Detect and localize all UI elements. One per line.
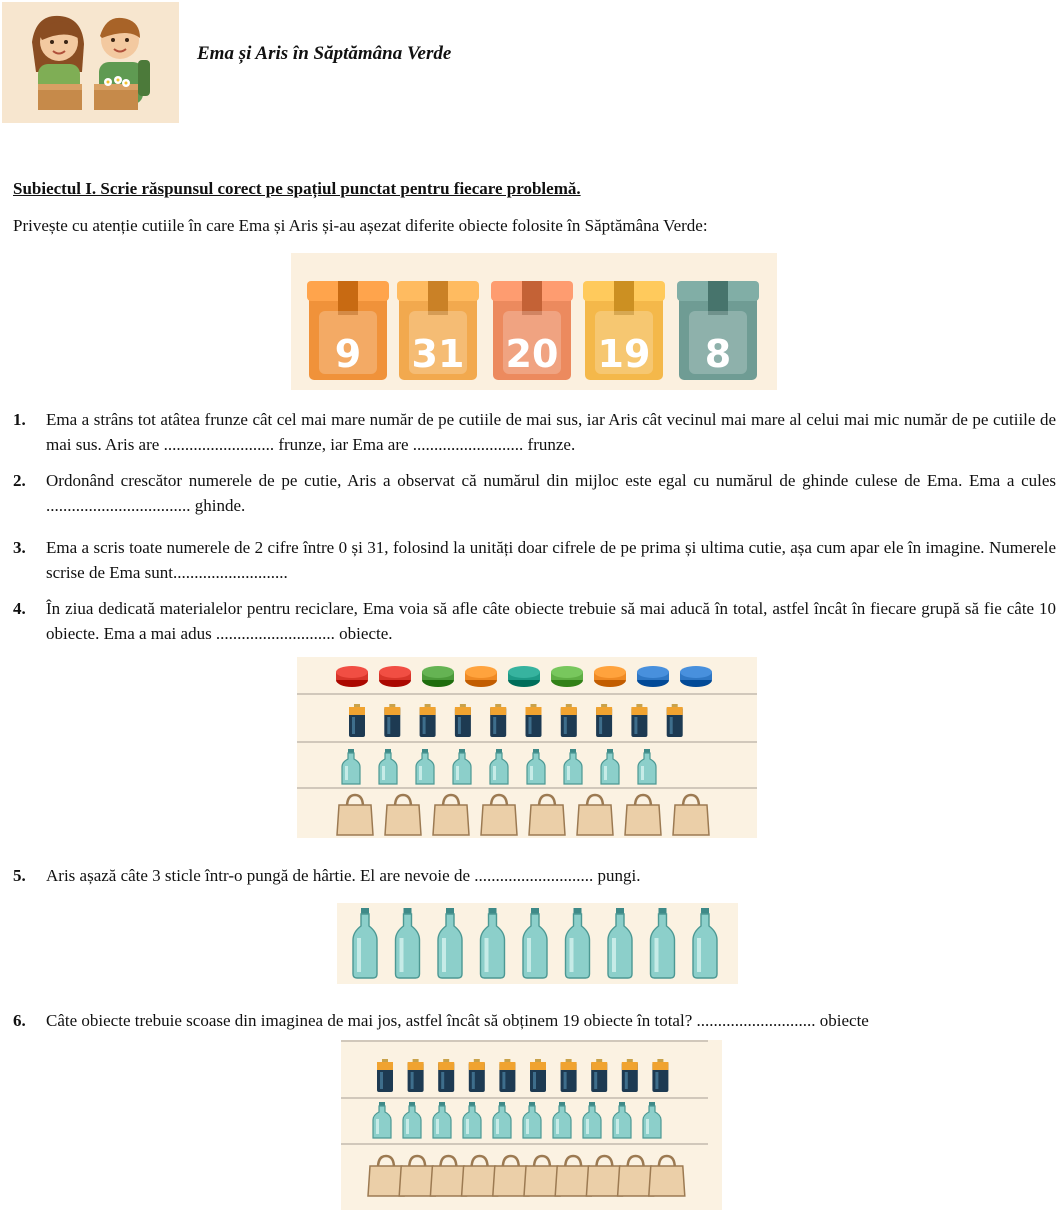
battery-icon [530, 1059, 546, 1092]
bottle-cap-icon [465, 666, 497, 687]
box-number: 31 [411, 332, 465, 376]
recycling-shelf-figure [297, 657, 757, 838]
bottle-icon [693, 908, 717, 978]
bottle-icon [438, 908, 462, 978]
box-number: 8 [704, 332, 732, 376]
paper-bag-icon [337, 795, 373, 835]
bottle-icon [553, 1102, 571, 1138]
bottle-cap-icon [594, 666, 626, 687]
battery-icon [499, 1059, 515, 1092]
paper-bag-icon [618, 1156, 654, 1196]
bottle-icon [608, 908, 632, 978]
paper-bag-icon [368, 1156, 404, 1196]
bottle-cap-icon [422, 666, 454, 687]
bottle-cap-icon [551, 666, 583, 687]
bottle-icon [651, 908, 675, 978]
paper-bag-icon [555, 1156, 591, 1196]
battery-icon [631, 704, 647, 737]
bottle-icon [583, 1102, 601, 1138]
box-number: 9 [334, 332, 362, 376]
paper-bag-icon [433, 795, 469, 835]
bottle-icon [433, 1102, 451, 1138]
question-number: 6. [13, 1011, 26, 1030]
bottle-icon [493, 1102, 511, 1138]
paper-bag-icon [649, 1156, 685, 1196]
bottles-figure [337, 903, 738, 984]
battery-icon [490, 704, 506, 737]
paper-bag-icon [385, 795, 421, 835]
number-box [491, 281, 573, 380]
kids-illustration-icon [2, 2, 179, 123]
bottle-icon [353, 908, 377, 978]
question-number: 4. [13, 599, 26, 618]
numbered-boxes-figure [291, 253, 777, 390]
bottle-icon [463, 1102, 481, 1138]
bottle-icon [523, 908, 547, 978]
question-text: Ema a strâns tot atâtea frunze cât cel mai mare număr de pe cutiile de mai sus, iar Aris cât vecinul mai mare al celui mai mic număr de pe cutiile de mai sus. Aris are .......................... frunze, iar Ema are .......................... frunze. [46, 410, 1056, 454]
paper-bag-icon [625, 795, 661, 835]
objects-shelf-figure [341, 1040, 722, 1210]
bottle-icon [481, 908, 505, 978]
question-number: 1. [13, 410, 26, 429]
recycling-shelf-svg [297, 657, 757, 838]
question-number: 2. [13, 471, 26, 490]
battery-icon [408, 1059, 424, 1092]
bottle-cap-icon [680, 666, 712, 687]
bottle-cap-icon [336, 666, 368, 687]
objects-shelf-svg [341, 1040, 722, 1210]
question-text: Ema a scris toate numerele de 2 cifre între 0 și 31, folosind la unități doar cifrele de pe prima și ultima cutie, așa cum apar ele în imagine. Numerele scrise de Ema sunt........................... [46, 538, 1056, 582]
bottle-icon [564, 749, 582, 784]
question-text: Câte obiecte trebuie scoase din imaginea de mai jos, astfel încât să obținem 19 obiecte în total? ............................ obiecte [46, 1011, 869, 1030]
bottle-icon [416, 749, 434, 784]
bottle-icon [566, 908, 590, 978]
number-box [583, 281, 665, 380]
question-number: 3. [13, 538, 26, 557]
number-box [307, 281, 389, 380]
paper-bag-icon [586, 1156, 622, 1196]
battery-icon [561, 1059, 577, 1092]
paper-bag-icon [399, 1156, 435, 1196]
battery-icon [667, 704, 683, 737]
battery-icon [384, 704, 400, 737]
paper-bag-icon [481, 795, 517, 835]
paper-bag-icon [673, 795, 709, 835]
bottle-cap-icon [508, 666, 540, 687]
document-title: Ema și Aris în Săptămâna Verde [197, 43, 452, 64]
bottle-cap-icon [637, 666, 669, 687]
bottle-icon [638, 749, 656, 784]
paper-bag-icon [524, 1156, 560, 1196]
battery-icon [526, 704, 542, 737]
subject-intro: Privește cu atenție cutiile în care Ema și Aris și-au așezat diferite obiecte folosite în Săptămâna Verde: [13, 216, 708, 235]
bottle-icon [342, 749, 360, 784]
battery-icon [377, 1059, 393, 1092]
paper-bag-icon [430, 1156, 466, 1196]
number-box [677, 281, 759, 380]
bottle-icon [527, 749, 545, 784]
bottle-icon [453, 749, 471, 784]
box-number: 20 [505, 332, 559, 376]
bottle-icon [613, 1102, 631, 1138]
number-box [397, 281, 479, 380]
battery-icon [438, 1059, 454, 1092]
paper-bag-icon [529, 795, 565, 835]
question-text: Ordonând crescător numerele de pe cutie, Aris a observat că numărul din mijloc este egal cu numărul de ghinde culese de Ema. Ema a cules .................................. ghinde. [46, 471, 1056, 515]
bottle-icon [523, 1102, 541, 1138]
box-number: 19 [597, 332, 651, 376]
battery-icon [349, 704, 365, 737]
battery-icon [469, 1059, 485, 1092]
battery-icon [596, 704, 612, 737]
bottle-icon [643, 1102, 661, 1138]
battery-icon [652, 1059, 668, 1092]
bottle-cap-icon [379, 666, 411, 687]
bottle-icon [373, 1102, 391, 1138]
question-text: În ziua dedicată materialelor pentru reciclare, Ema voia să afle câte obiecte trebuie să mai aducă în total, astfel încât în fiecare grupă să fie câte 10 obiecte. Ema a mai adus ............................ obiecte. [46, 599, 1056, 643]
battery-icon [561, 704, 577, 737]
header-illustration [2, 2, 179, 123]
bottle-icon [403, 1102, 421, 1138]
bottles-svg [337, 903, 738, 984]
paper-bag-icon [462, 1156, 498, 1196]
battery-icon [591, 1059, 607, 1092]
bottle-icon [490, 749, 508, 784]
bottle-icon [379, 749, 397, 784]
boxes-svg [291, 253, 777, 390]
bottle-icon [396, 908, 420, 978]
subject-heading: Subiectul I. Scrie răspunsul corect pe spațiul punctat pentru fiecare problemă. [13, 179, 581, 198]
battery-icon [622, 1059, 638, 1092]
battery-icon [455, 704, 471, 737]
bottle-icon [601, 749, 619, 784]
question-text: Aris așază câte 3 sticle într-o pungă de hârtie. El are nevoie de ............................ pungi. [46, 866, 641, 885]
paper-bag-icon [493, 1156, 529, 1196]
question-number: 5. [13, 866, 26, 885]
battery-icon [420, 704, 436, 737]
paper-bag-icon [577, 795, 613, 835]
